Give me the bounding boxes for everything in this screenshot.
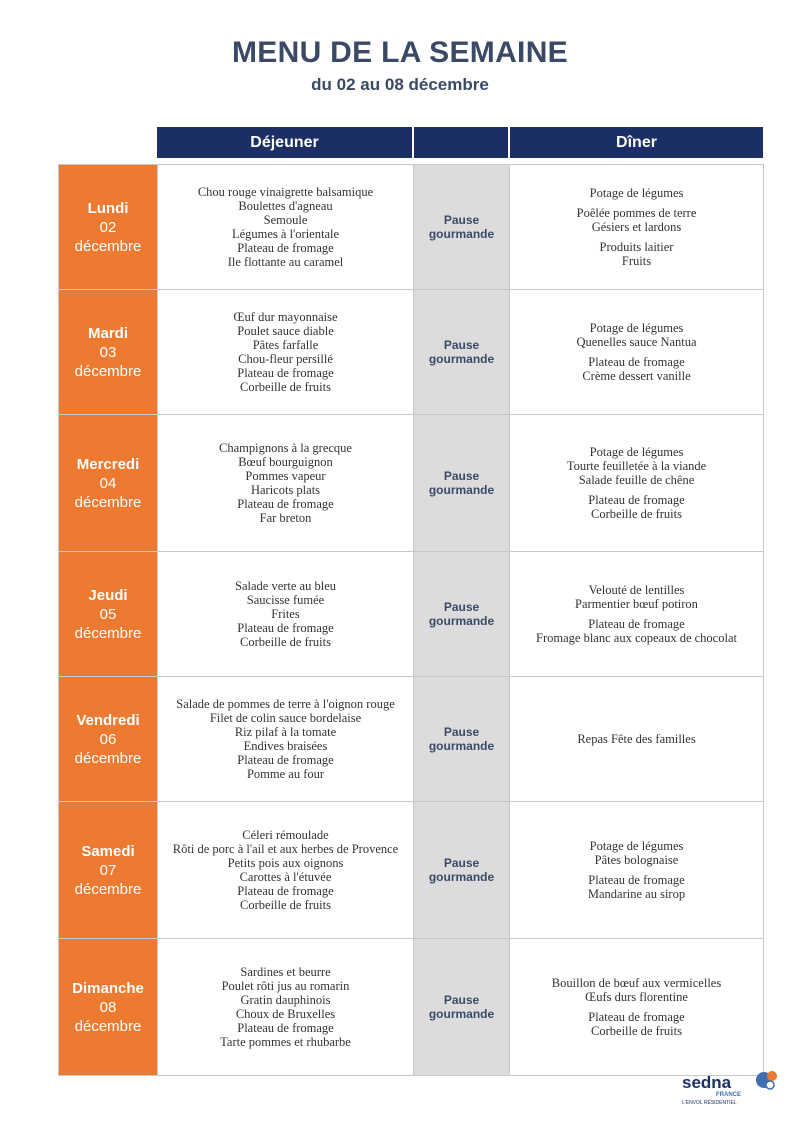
dinner-item: Potage de légumes bbox=[589, 445, 684, 459]
lunch-item: Plateau de fromage bbox=[237, 1021, 334, 1035]
lunch-item: Poulet sauce diable bbox=[237, 324, 334, 338]
dinner-item: Bouillon de bœuf aux vermicelles bbox=[551, 976, 722, 990]
pause-cell bbox=[414, 552, 510, 677]
lunch-item: Corbeille de fruits bbox=[240, 635, 331, 649]
day-row bbox=[59, 677, 764, 802]
logo-sub: FRANCE bbox=[716, 1092, 741, 1098]
day-month: décembre bbox=[74, 237, 142, 255]
dinner-item: Salade feuille de chêne bbox=[578, 473, 695, 487]
lunch-item: Salade de pommes de terre à l'oignon rouge bbox=[176, 697, 395, 711]
header-middle bbox=[414, 127, 508, 158]
dinner-item: Repas Fête des familles bbox=[577, 732, 696, 746]
lunch-cell bbox=[158, 802, 414, 939]
dinner-cell bbox=[510, 552, 764, 677]
day-row bbox=[59, 290, 764, 415]
day-num: 02 bbox=[99, 218, 117, 236]
pause-label: gourmande bbox=[428, 870, 495, 884]
dinner-item: Œufs durs florentine bbox=[585, 990, 688, 1004]
dinner-item: Tourte feuilletée à la viande bbox=[566, 459, 707, 473]
lunch-item: Haricots plats bbox=[250, 483, 321, 497]
dinner-item: Potage de légumes bbox=[589, 321, 684, 335]
pause-label: Pause bbox=[443, 725, 480, 739]
day-num: 08 bbox=[99, 998, 117, 1016]
day-row bbox=[59, 165, 764, 290]
lunch-item: Corbeille de fruits bbox=[240, 380, 331, 394]
dinner-item: Parmentier bœuf potiron bbox=[575, 597, 698, 611]
dinner-item: Plateau de fromage bbox=[588, 493, 685, 507]
header-lunch: Déjeuner bbox=[157, 127, 412, 158]
day-num: 06 bbox=[99, 730, 117, 748]
lunch-item: Salade verte au bleu bbox=[235, 579, 336, 593]
day-month: décembre bbox=[74, 1017, 142, 1035]
dinner-item: Potage de légumes bbox=[589, 839, 684, 853]
day-month: décembre bbox=[74, 493, 142, 511]
day-cell bbox=[59, 677, 158, 802]
day-row bbox=[59, 415, 764, 552]
pause-label: Pause bbox=[443, 469, 480, 483]
lunch-item: Pâtes farfalle bbox=[252, 338, 319, 352]
day-month: décembre bbox=[74, 880, 142, 898]
day-name: Jeudi bbox=[88, 586, 128, 604]
lunch-item: Plateau de fromage bbox=[237, 497, 334, 511]
pause-cell bbox=[414, 165, 510, 290]
day-name: Lundi bbox=[87, 199, 129, 217]
lunch-item: Saucisse fumée bbox=[246, 593, 325, 607]
day-cell bbox=[59, 290, 158, 415]
day-cell bbox=[59, 415, 158, 552]
lunch-cell bbox=[158, 939, 414, 1076]
lunch-item: Tarte pommes et rhubarbe bbox=[220, 1035, 351, 1049]
dinner-item: Potage de légumes bbox=[589, 186, 684, 200]
dinner-item: Corbeille de fruits bbox=[591, 507, 682, 521]
day-row bbox=[59, 802, 764, 939]
lunch-item: Chou rouge vinaigrette balsamique bbox=[197, 185, 374, 199]
dinner-item: Pâtes bolognaise bbox=[594, 853, 679, 867]
lunch-item: Gratin dauphinois bbox=[240, 993, 331, 1007]
pause-cell bbox=[414, 290, 510, 415]
day-cell bbox=[59, 939, 158, 1076]
dinner-item: Quenelles sauce Nantua bbox=[576, 335, 697, 349]
dinner-cell bbox=[510, 415, 764, 552]
dinner-item: Fromage blanc aux copeaux de chocolat bbox=[536, 631, 737, 645]
lunch-item: Plateau de fromage bbox=[237, 621, 334, 635]
dinner-cell bbox=[510, 802, 764, 939]
lunch-item: Frites bbox=[271, 607, 300, 621]
lunch-item: Pommes vapeur bbox=[245, 469, 326, 483]
lunch-item: Corbeille de fruits bbox=[240, 898, 331, 912]
day-num: 05 bbox=[99, 605, 117, 623]
lunch-item: Champignons à la grecque bbox=[219, 441, 352, 455]
dinner-item: Velouté de lentilles bbox=[588, 583, 685, 597]
day-month: décembre bbox=[74, 624, 142, 642]
lunch-item: Légumes à l'orientale bbox=[231, 227, 340, 241]
dinner-item: Plateau de fromage bbox=[588, 355, 685, 369]
dinner-item: Plateau de fromage bbox=[588, 1010, 685, 1024]
dinner-cell bbox=[510, 677, 764, 802]
day-num: 04 bbox=[99, 474, 117, 492]
pause-label: Pause bbox=[443, 213, 480, 227]
pause-label: gourmande bbox=[428, 352, 495, 366]
pause-cell bbox=[414, 415, 510, 552]
lunch-cell bbox=[158, 165, 414, 290]
day-row bbox=[59, 552, 764, 677]
lunch-item: Poulet rôti jus au romarin bbox=[221, 979, 350, 993]
day-row bbox=[59, 939, 764, 1076]
pause-label: gourmande bbox=[428, 227, 495, 241]
lunch-item: Ile flottante au caramel bbox=[227, 255, 344, 269]
page-title: MENU DE LA SEMAINE bbox=[232, 36, 568, 69]
lunch-item: Œuf dur mayonnaise bbox=[233, 310, 338, 324]
dinner-item: Produits laitier bbox=[599, 240, 674, 254]
lunch-cell bbox=[158, 290, 414, 415]
lunch-item: Bœuf bourguignon bbox=[238, 455, 333, 469]
pause-label: gourmande bbox=[428, 483, 495, 497]
lunch-item: Boulettes d'agneau bbox=[238, 199, 333, 213]
day-num: 07 bbox=[99, 861, 117, 879]
dinner-item: Mandarine au sirop bbox=[587, 887, 686, 901]
pause-label: Pause bbox=[443, 993, 480, 1007]
lunch-item: Carottes à l'étuvée bbox=[239, 870, 332, 884]
dinner-item: Poêlée pommes de terre bbox=[576, 206, 697, 220]
lunch-cell bbox=[158, 677, 414, 802]
dinner-item: Crème dessert vanille bbox=[582, 369, 691, 383]
pause-label: Pause bbox=[443, 600, 480, 614]
lunch-cell bbox=[158, 552, 414, 677]
lunch-item: Sardines et beurre bbox=[240, 965, 331, 979]
logo-text: sedna bbox=[682, 1073, 732, 1092]
pause-cell bbox=[414, 802, 510, 939]
lunch-item: Petits pois aux oignons bbox=[227, 856, 344, 870]
day-cell bbox=[59, 165, 158, 290]
page-subtitle: du 02 au 08 décembre bbox=[311, 75, 489, 94]
lunch-item: Plateau de fromage bbox=[237, 884, 334, 898]
day-name: Mardi bbox=[87, 324, 128, 342]
pause-label: gourmande bbox=[428, 739, 495, 753]
lunch-item: Riz pilaf à la tomate bbox=[234, 725, 337, 739]
lunch-item: Plateau de fromage bbox=[237, 241, 334, 255]
lunch-cell bbox=[158, 415, 414, 552]
lunch-item: Far breton bbox=[259, 511, 312, 525]
lunch-item: Semoule bbox=[263, 213, 308, 227]
day-num: 03 bbox=[99, 343, 117, 361]
lunch-item: Céleri rémoulade bbox=[242, 828, 329, 842]
dinner-cell bbox=[510, 290, 764, 415]
day-month: décembre bbox=[74, 749, 142, 767]
pause-label: Pause bbox=[443, 338, 480, 352]
header-dinner: Dîner bbox=[510, 127, 763, 158]
lunch-item: Plateau de fromage bbox=[237, 753, 334, 767]
pause-cell bbox=[414, 939, 510, 1076]
lunch-item: Pomme au four bbox=[246, 767, 325, 781]
lunch-item: Filet de colin sauce bordelaise bbox=[209, 711, 362, 725]
logo-tagline: L'ENVOL RÉSIDENTIEL bbox=[682, 1100, 737, 1106]
day-cell bbox=[59, 552, 158, 677]
pause-label: Pause bbox=[443, 856, 480, 870]
menu-table bbox=[58, 164, 764, 1076]
day-name: Mercredi bbox=[76, 455, 140, 473]
dinner-item: Fruits bbox=[621, 254, 652, 268]
dinner-cell bbox=[510, 165, 764, 290]
dinner-cell bbox=[510, 939, 764, 1076]
lunch-item: Choux de Bruxelles bbox=[235, 1007, 336, 1021]
lunch-item: Plateau de fromage bbox=[237, 366, 334, 380]
lunch-item: Endives braisées bbox=[243, 739, 328, 753]
day-month: décembre bbox=[74, 362, 142, 380]
lunch-item: Chou-fleur persillé bbox=[238, 352, 333, 366]
day-name: Dimanche bbox=[72, 979, 144, 997]
pause-cell bbox=[414, 677, 510, 802]
sedna-logo bbox=[682, 1068, 782, 1108]
day-cell bbox=[59, 802, 158, 939]
pause-label: gourmande bbox=[428, 614, 495, 628]
dinner-item: Plateau de fromage bbox=[588, 873, 685, 887]
pause-label: gourmande bbox=[428, 1007, 495, 1021]
dinner-item: Corbeille de fruits bbox=[591, 1024, 682, 1038]
dinner-item: Gésiers et lardons bbox=[591, 220, 682, 234]
day-name: Vendredi bbox=[76, 711, 140, 729]
day-name: Samedi bbox=[81, 842, 135, 860]
lunch-item: Rôti de porc à l'ail et aux herbes de Provence bbox=[172, 842, 399, 856]
dinner-item: Plateau de fromage bbox=[588, 617, 685, 631]
